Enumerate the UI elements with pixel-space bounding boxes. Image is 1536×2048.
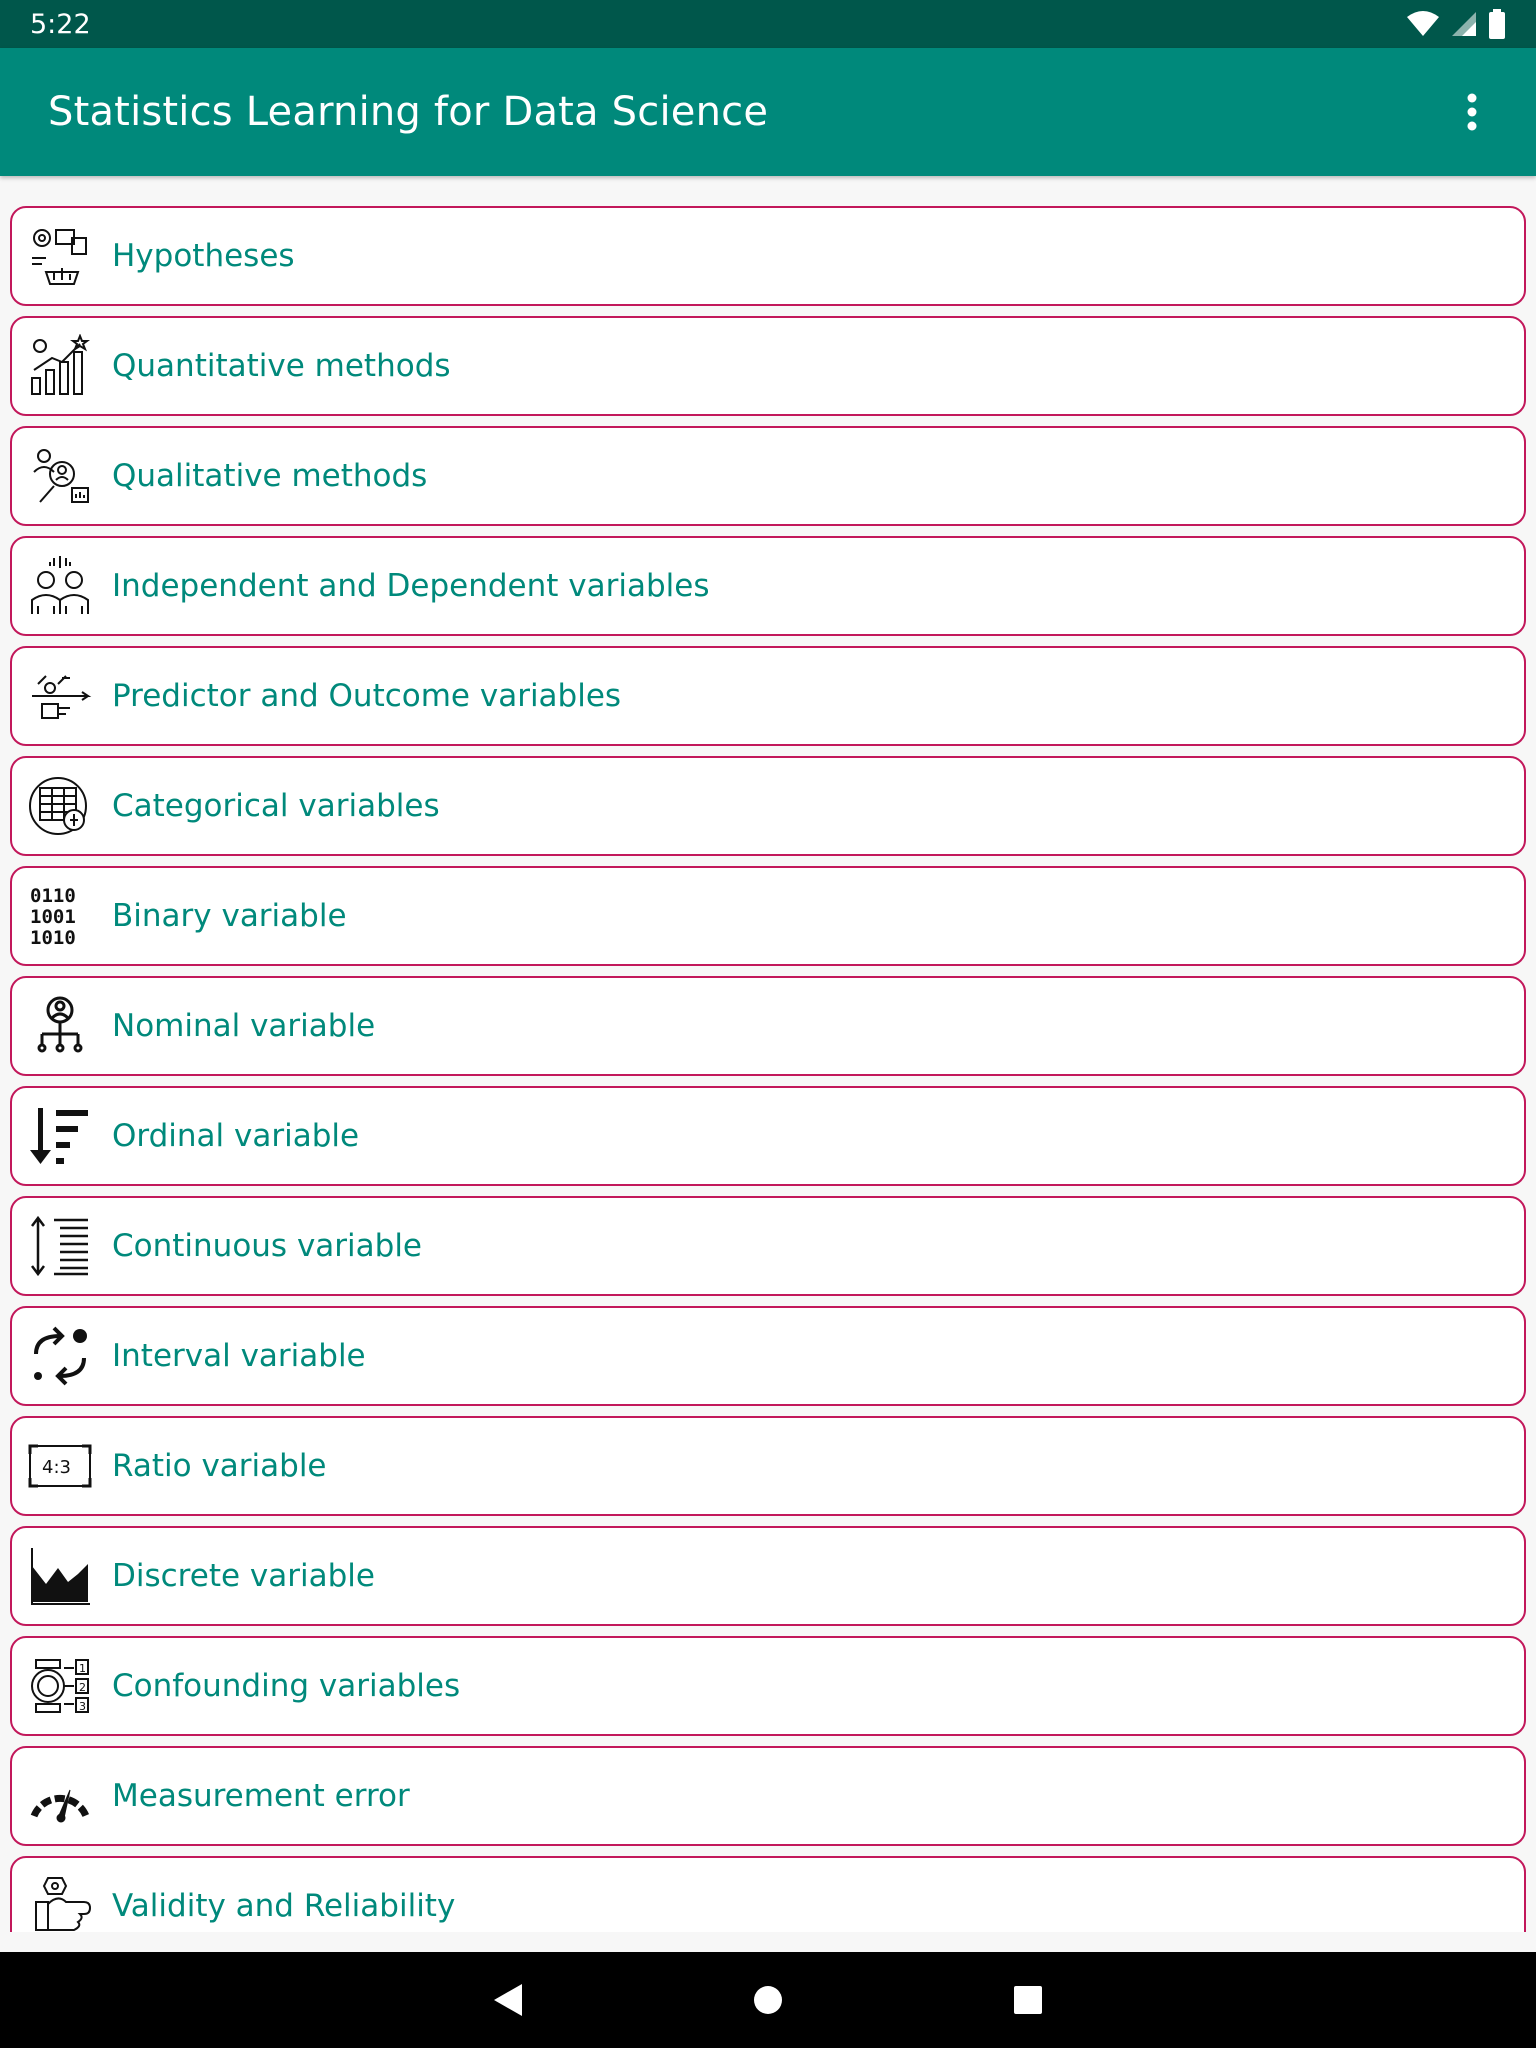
recents-icon <box>1013 1985 1043 2015</box>
category-grid-icon <box>26 772 94 840</box>
topic-item-ratio-variable[interactable] <box>10 1416 1526 1516</box>
ranked-list-icon <box>26 1652 94 1720</box>
navigation-bar <box>0 1952 1536 2048</box>
signal-icon <box>1450 10 1478 38</box>
topic-item-hypotheses[interactable] <box>10 206 1526 306</box>
topic-label: Independent and Dependent variables <box>112 568 710 604</box>
binary-digits-icon <box>26 882 94 950</box>
topic-label: Predictor and Outcome variables <box>112 678 622 714</box>
topic-label: Continuous variable <box>112 1228 422 1264</box>
aspect-ratio-icon <box>26 1432 94 1500</box>
gauge-icon <box>26 1762 94 1830</box>
recents-button[interactable] <box>998 1970 1058 2030</box>
area-chart-icon <box>26 1542 94 1610</box>
status-time: 5:22 <box>30 8 91 40</box>
list-bottom-edge <box>0 1932 1536 1952</box>
topic-label: Interval variable <box>112 1338 366 1374</box>
topic-item-confounding-variables[interactable] <box>10 1636 1526 1736</box>
svg-text:1001: 1001 <box>30 906 76 928</box>
svg-text:1010: 1010 <box>30 927 76 948</box>
topic-item-predictor-outcome[interactable] <box>10 646 1526 746</box>
back-icon <box>492 1982 524 2018</box>
topic-item-binary-variable[interactable] <box>10 866 1526 966</box>
topic-label: Ratio variable <box>112 1448 327 1484</box>
topic-label: Measurement error <box>112 1778 410 1814</box>
svg-text:4:3: 4:3 <box>42 1457 71 1478</box>
topic-item-independent-dependent[interactable] <box>10 536 1526 636</box>
svg-text:1: 1 <box>79 1662 86 1675</box>
topic-item-quantitative-methods[interactable] <box>10 316 1526 416</box>
topic-item-continuous-variable[interactable] <box>10 1196 1526 1296</box>
topic-item-discrete-variable[interactable] <box>10 1526 1526 1626</box>
status-icons <box>1406 9 1506 39</box>
topic-label: Nominal variable <box>112 1008 376 1044</box>
growth-chart-icon <box>26 332 94 400</box>
predictor-icon <box>26 662 94 730</box>
topic-label: Qualitative methods <box>112 458 428 494</box>
topic-label: Categorical variables <box>112 788 440 824</box>
hypotheses-icon <box>26 222 94 290</box>
home-button[interactable] <box>738 1970 798 2030</box>
cycle-arrows-icon <box>26 1322 94 1390</box>
more-vert-icon <box>1466 92 1478 132</box>
topic-item-qualitative-methods[interactable] <box>10 426 1526 526</box>
svg-text:0110: 0110 <box>30 885 76 907</box>
battery-icon <box>1488 9 1506 39</box>
topic-item-categorical-variables[interactable] <box>10 756 1526 856</box>
people-magnifier-icon <box>26 442 94 510</box>
wifi-icon <box>1406 10 1440 38</box>
overflow-menu-button[interactable] <box>1448 80 1496 144</box>
topic-list[interactable] <box>0 176 1536 1932</box>
topic-label: Ordinal variable <box>112 1118 360 1154</box>
topic-label: Binary variable <box>112 898 347 934</box>
hand-check-icon <box>26 1872 94 1932</box>
app-title: Statistics Learning for Data Science <box>48 89 769 135</box>
vertical-range-icon <box>26 1212 94 1280</box>
two-people-icon <box>26 552 94 620</box>
topic-label: Hypotheses <box>112 238 295 274</box>
person-hierarchy-icon <box>26 992 94 1060</box>
topic-item-validity-reliability[interactable] <box>10 1856 1526 1932</box>
svg-text:2: 2 <box>79 1681 86 1694</box>
app-bar <box>0 48 1536 176</box>
topic-label: Confounding variables <box>112 1668 461 1704</box>
topic-item-interval-variable[interactable] <box>10 1306 1526 1406</box>
topic-label: Quantitative methods <box>112 348 451 384</box>
svg-text:3: 3 <box>79 1700 86 1713</box>
status-bar <box>0 0 1536 48</box>
topic-item-nominal-variable[interactable] <box>10 976 1526 1076</box>
sort-descending-icon <box>26 1102 94 1170</box>
topic-label: Discrete variable <box>112 1558 375 1594</box>
topic-label: Validity and Reliability <box>112 1888 456 1924</box>
home-icon <box>752 1984 784 2016</box>
topic-item-measurement-error[interactable] <box>10 1746 1526 1846</box>
topic-item-ordinal-variable[interactable] <box>10 1086 1526 1186</box>
back-button[interactable] <box>478 1970 538 2030</box>
